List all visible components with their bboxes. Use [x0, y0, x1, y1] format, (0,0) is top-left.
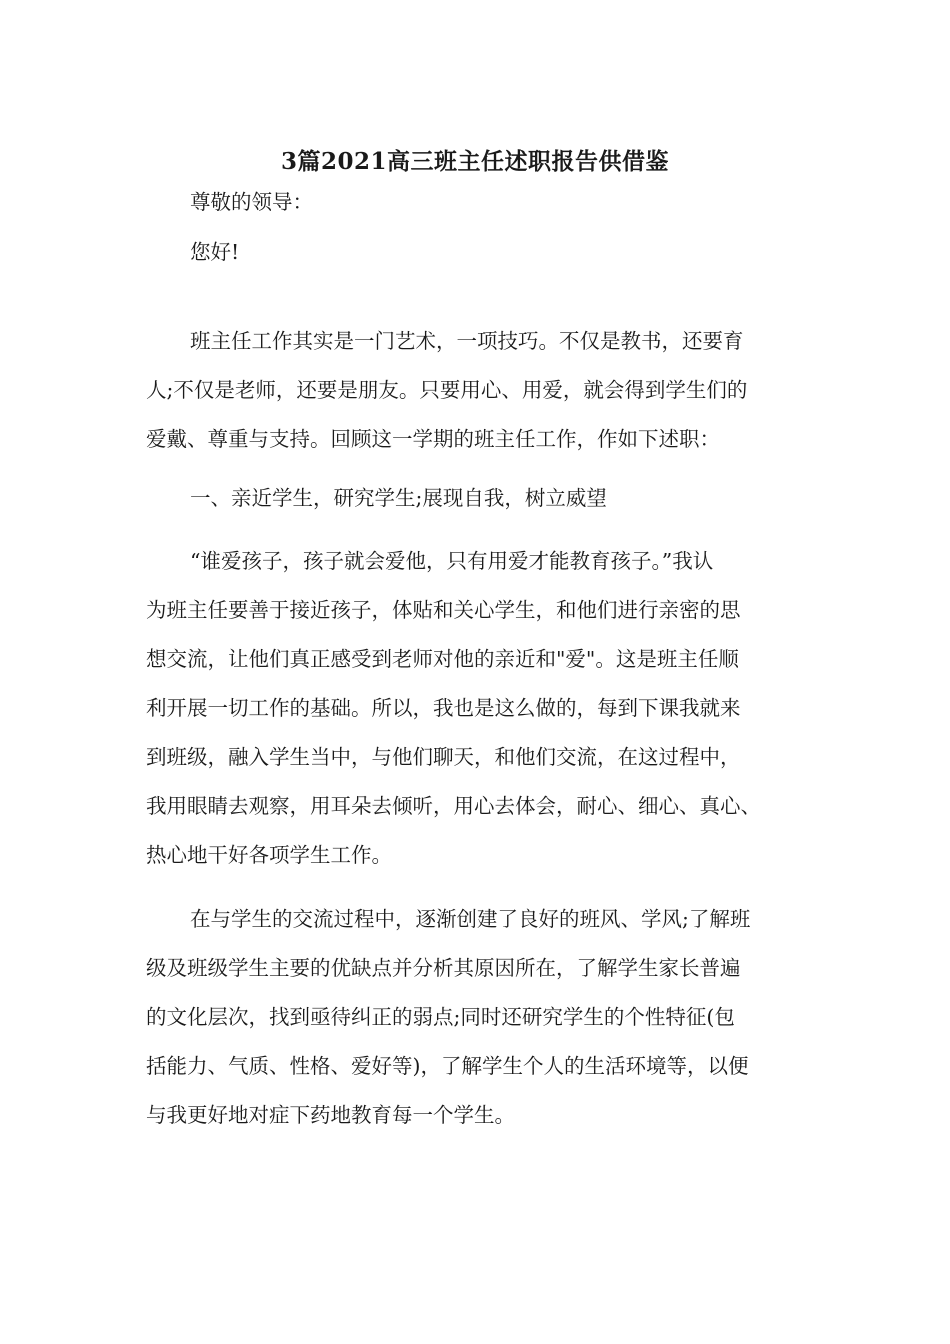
- paragraph-line: 到班级，融入学生当中，与他们聊天，和他们交流，在这过程中，: [146, 745, 741, 769]
- salutation-text: 尊敬的领导：: [190, 190, 313, 214]
- paragraph-line: 利开展一切工作的基础。所以，我也是这么做的，每到下课我就来: [146, 696, 741, 720]
- paragraph-line: 班主任工作其实是一门艺术，一项技巧。不仅是教书，还要育: [190, 329, 744, 353]
- paragraph-line: “谁爱孩子，孩子就会爱他，只有用爱才能教育孩子。”我认: [190, 549, 714, 573]
- section-heading-text: 一、亲近学生，研究学生;展现自我，树立威望: [190, 486, 607, 510]
- salutation: [146, 178, 810, 227]
- paragraph-line: 在与学生的交流过程中，逐渐创建了良好的班风、学风;了解班: [190, 907, 751, 931]
- paragraph-line: 爱戴、尊重与支持。回顾这一学期的班主任工作，作如下述职：: [146, 427, 720, 451]
- paragraph-line: 的文化层次，找到亟待纠正的弱点;同时还研究学生的个性特征(包: [146, 1005, 735, 1029]
- greeting-text: 您好!: [190, 240, 240, 264]
- paragraph-intro: [146, 317, 810, 464]
- paragraph-line: 想交流，让他们真正感受到老师对他的亲近和"爱"。这是班主任顺: [146, 647, 739, 671]
- greeting: [146, 228, 810, 277]
- document-title: 3篇2021高三班主任述职报告供借鉴: [280, 148, 670, 175]
- paragraph-line: 我用眼睛去观察，用耳朵去倾听，用心去体会，耐心、细心、真心、: [146, 794, 761, 818]
- paragraph-love: [146, 537, 810, 880]
- paragraph-line: 与我更好地对症下药地教育每一个学生。: [146, 1103, 515, 1127]
- paragraph-line: 级及班级学生主要的优缺点并分析其原因所在，了解学生家长普遍: [146, 956, 741, 980]
- paragraph-class-style: [146, 895, 810, 1140]
- section-heading: [146, 474, 810, 523]
- paragraph-line: 为班主任要善于接近孩子，体贴和关心学生，和他们进行亲密的思: [146, 598, 741, 622]
- paragraph-line: 人;不仅是老师，还要是朋友。只要用心、用爱，就会得到学生们的: [146, 378, 748, 402]
- paragraph-line: 括能力、气质、性格、爱好等)，了解学生个人的生活环境等，以便: [146, 1054, 749, 1078]
- paragraph-line: 热心地干好各项学生工作。: [146, 843, 392, 867]
